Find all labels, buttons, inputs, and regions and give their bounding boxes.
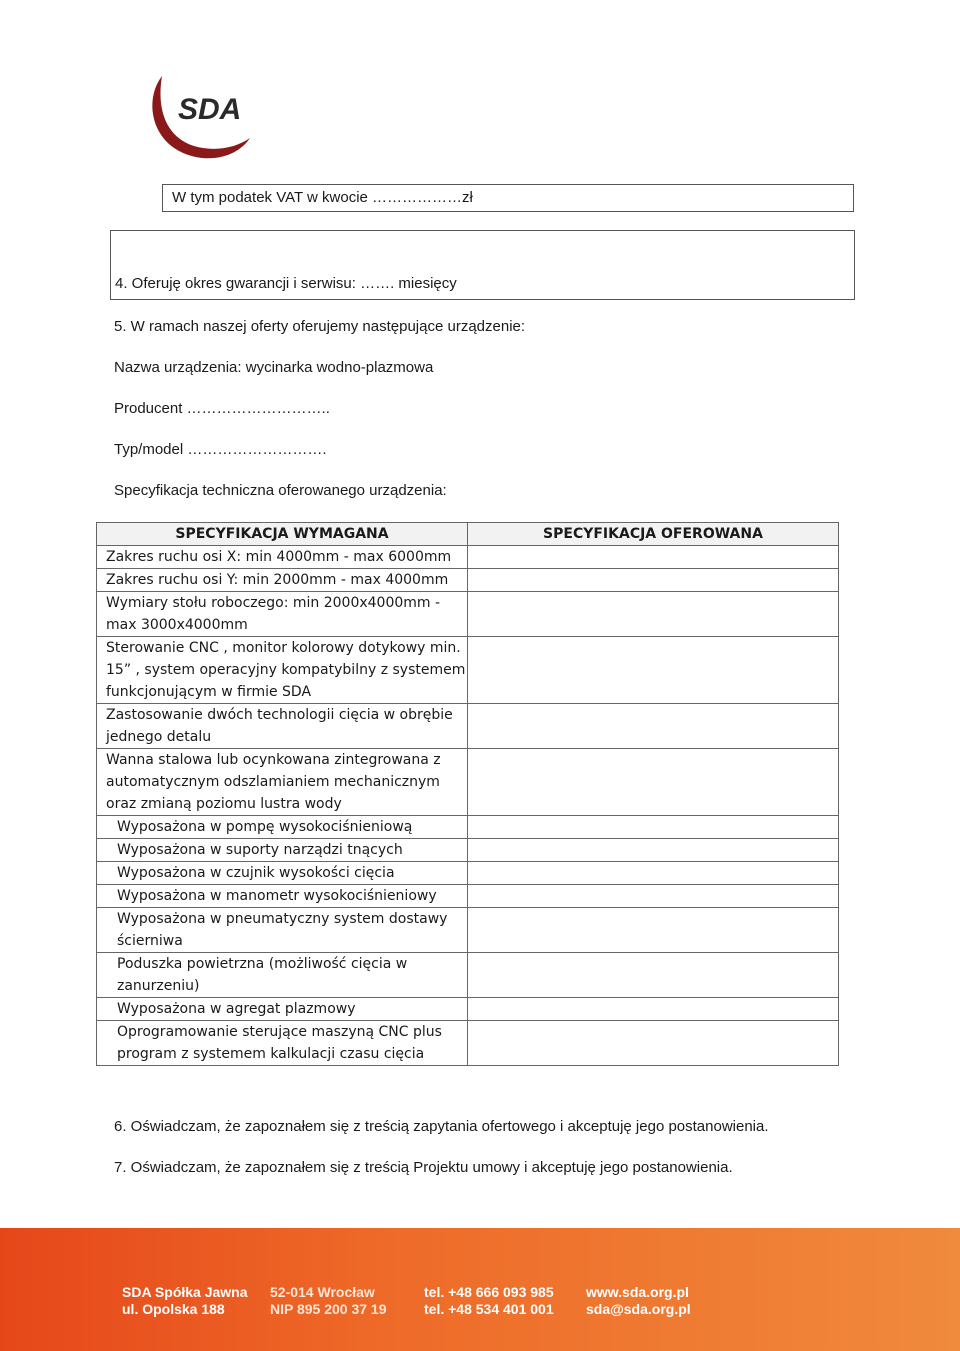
producer-line: Producent ……………………….. [114, 400, 330, 417]
footer-bar [0, 1228, 960, 1351]
offered-spec-cell[interactable] [468, 546, 839, 569]
footer-company-block [122, 1284, 248, 1318]
sda-logo [150, 72, 255, 162]
sda-logo-icon [150, 72, 255, 162]
required-spec-cell: Sterowanie CNC , monitor kolorowy dotykowy min. 15” , system operacyjny kompatybilny z systemem funkcjonującym w firmie SDA [97, 637, 468, 704]
required-spec-cell: Wyposażona w manometr wysokociśnieniowy [97, 885, 468, 908]
svg-text:SDA: SDA [178, 93, 242, 126]
footer-tel2[interactable]: tel. +48 534 401 001 [424, 1301, 554, 1317]
specification-table [96, 522, 839, 1066]
warranty-box [110, 230, 855, 300]
footer-address-block [270, 1284, 387, 1318]
table-row [97, 569, 839, 592]
statement-inquiry: 6. Oświadczam, że zapoznałem się z treścią zapytania ofertowego i akceptuję jego postanowienia. [114, 1118, 769, 1135]
footer-city: 52-014 Wrocław [270, 1284, 375, 1300]
required-spec-cell: Wanna stalowa lub ocynkowana zintegrowana z automatycznym odszlamianiem mechanicznym oraz zmianą poziomu lustra wody [97, 749, 468, 816]
footer-street: ul. Opolska 188 [122, 1301, 225, 1317]
offered-spec-cell[interactable] [468, 569, 839, 592]
required-spec-cell: Wyposażona w pneumatyczny system dostawy ścierniwa [97, 908, 468, 953]
table-row [97, 592, 839, 637]
offered-spec-cell[interactable] [468, 998, 839, 1021]
required-spec-cell: Wyposażona w suporty narządzi tnących [97, 839, 468, 862]
offered-spec-cell[interactable] [468, 839, 839, 862]
required-spec-cell: Wyposażona w czujnik wysokości cięcia [97, 862, 468, 885]
offered-spec-cell[interactable] [468, 637, 839, 704]
vat-amount-box [162, 184, 854, 212]
offered-spec-cell[interactable] [468, 885, 839, 908]
table-row [97, 749, 839, 816]
required-spec-cell: Zastosowanie dwóch technologii cięcia w obrębie jednego detalu [97, 704, 468, 749]
required-spec-cell: Wyposażona w pompę wysokociśnieniową [97, 816, 468, 839]
offered-spec-cell[interactable] [468, 1021, 839, 1066]
table-row [97, 546, 839, 569]
required-spec-cell: Zakres ruchu osi X: min 4000mm - max 6000mm [97, 546, 468, 569]
required-spec-cell: Poduszka powietrzna (możliwość cięcia w zanurzeniu) [97, 953, 468, 998]
table-row [97, 953, 839, 998]
footer-phone-block [424, 1284, 554, 1318]
footer-nip: NIP 895 200 37 19 [270, 1301, 387, 1317]
footer-web-block [586, 1284, 691, 1318]
header-required-spec: SPECYFIKACJA WYMAGANA [97, 523, 468, 546]
spec-intro-line: Specyfikacja techniczna oferowanego urządzenia: [114, 482, 447, 499]
required-spec-cell: Oprogramowanie sterujące maszyną CNC plus program z systemem kalkulacji czasu cięcia [97, 1021, 468, 1066]
warranty-text: 4. Oferuję okres gwarancji i serwisu: ……. miesięcy [115, 275, 457, 292]
offered-spec-cell[interactable] [468, 953, 839, 998]
vat-amount-text: W tym podatek VAT w kwocie ………………zł [172, 189, 473, 206]
device-name-line: Nazwa urządzenia: wycinarka wodno-plazmowa [114, 359, 434, 376]
required-spec-cell: Zakres ruchu osi Y: min 2000mm - max 4000mm [97, 569, 468, 592]
table-row [97, 998, 839, 1021]
table-row [97, 637, 839, 704]
header-offered-spec: SPECYFIKACJA OFEROWANA [468, 523, 839, 546]
required-spec-cell: Wymiary stołu roboczego: min 2000x4000mm - max 3000x4000mm [97, 592, 468, 637]
table-row [97, 839, 839, 862]
table-row [97, 908, 839, 953]
offered-spec-cell[interactable] [468, 592, 839, 637]
footer-tel1[interactable]: tel. +48 666 093 985 [424, 1284, 554, 1300]
footer-company: SDA Spółka Jawna [122, 1284, 248, 1300]
offered-spec-cell[interactable] [468, 704, 839, 749]
offered-spec-cell[interactable] [468, 908, 839, 953]
offer-intro-line: 5. W ramach naszej oferty oferujemy następujące urządzenie: [114, 318, 526, 335]
table-row [97, 816, 839, 839]
table-row [97, 885, 839, 908]
offered-spec-cell[interactable] [468, 816, 839, 839]
model-line: Typ/model ………………………. [114, 441, 327, 458]
offered-spec-cell[interactable] [468, 749, 839, 816]
offered-spec-cell[interactable] [468, 862, 839, 885]
table-header-row [97, 523, 839, 546]
footer-website-link[interactable]: www.sda.org.pl [586, 1284, 689, 1300]
table-row [97, 1021, 839, 1066]
table-row [97, 862, 839, 885]
required-spec-cell: Wyposażona w agregat plazmowy [97, 998, 468, 1021]
statement-contract: 7. Oświadczam, że zapoznałem się z treścią Projektu umowy i akceptuję jego postanowienia. [114, 1159, 733, 1176]
footer-email-link[interactable]: sda@sda.org.pl [586, 1301, 691, 1317]
table-row [97, 704, 839, 749]
